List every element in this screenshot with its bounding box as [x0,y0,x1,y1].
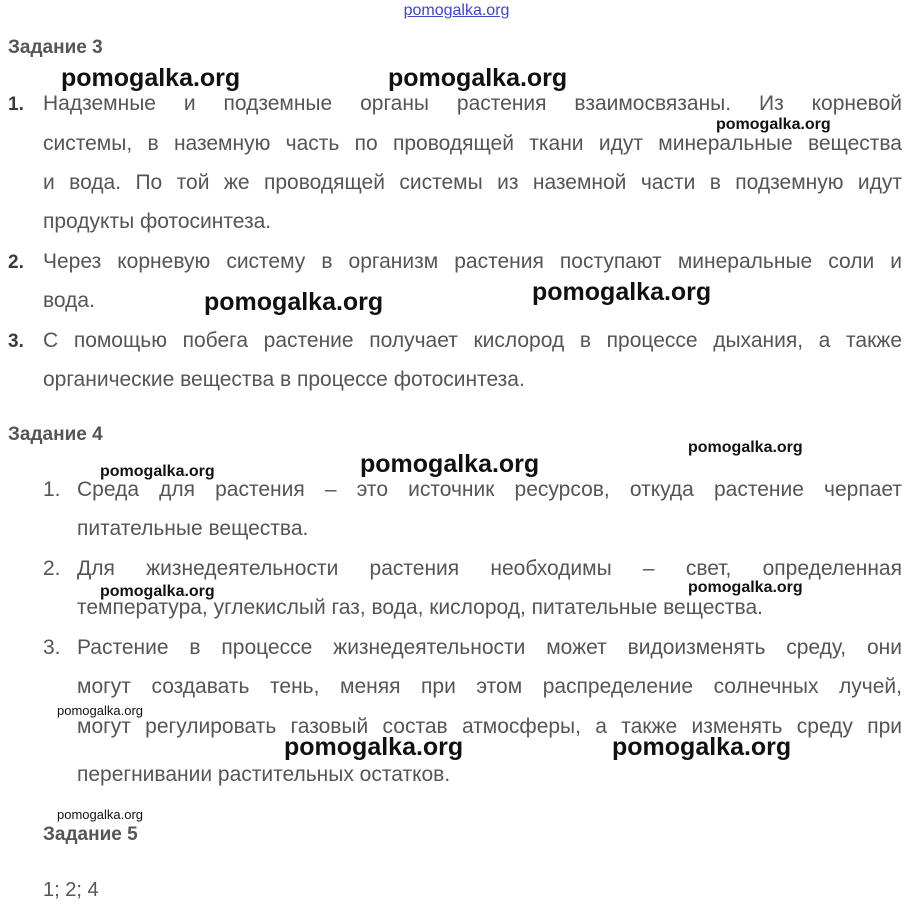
task-4-item-1-number: 1. [43,478,61,501]
task-3-item-3-line: С помощью побега растение получает кислород в процессе дыхания, а также [43,329,902,352]
task-4-item-1-line: Среда для растения – это источник ресурсов, откуда растение черпает [77,478,902,501]
task-4-item-2-line: Для жизнедеятельности растения необходимы – свет, определенная [77,557,902,580]
watermark: pomogalka.org [57,703,143,718]
task-3-item-2-line: Через корневую систему в организм растения поступают минеральные соли и [43,250,902,273]
watermark: pomogalka.org [57,807,143,822]
task-3-item-1-line: Надземные и подземные органы растения взаимосвязаны. Из корневой [43,92,902,115]
task-3-item-2-line: вода. [43,289,95,312]
task-3-item-1-line: системы, в наземную часть по проводящей ткани идут минеральные вещества [43,132,902,155]
task-3-item-3-line: органические вещества в процессе фотосинтеза. [43,368,525,391]
task-3-item-3-number: 3. [8,331,24,352]
task-4-item-3-line: перегнивании растительных остатков. [77,763,451,786]
task-3-heading: Задание 3 [8,37,103,58]
task-3-item-1-line: и вода. По той же проводящей системы из наземной части в подземную идут [43,171,902,194]
task-4-item-3-line: могут создавать тень, меняя при этом распределение солнечных лучей, [77,675,902,698]
task-4-heading: Задание 4 [8,424,103,445]
task-5-answer: 1; 2; 4 [43,879,99,901]
watermark: pomogalka.org [100,583,215,600]
task-3-item-1-number: 1. [8,94,24,115]
watermark: pomogalka.org [100,463,215,480]
watermark: pomogalka.org [716,116,831,133]
task-4-item-2-line: температура, углекислый газ, вода, кислород, питательные вещества. [77,596,763,619]
site-link[interactable]: pomogalka.org [403,2,510,19]
task-4-item-3-line: Растение в процессе жизнедеятельности может видоизменять среду, они [77,636,902,659]
task-4-item-3-line: могут регулировать газовый состав атмосферы, а также изменять среду при [77,715,902,738]
watermark: pomogalka.org [688,579,803,596]
watermark: pomogalka.org [360,450,540,478]
watermark: pomogalka.org [612,733,792,761]
watermark: pomogalka.org [388,64,568,92]
task-4-item-2-number: 2. [43,557,61,580]
task-3-item-1-line: продукты фотосинтеза. [43,210,272,233]
watermark: pomogalka.org [204,288,384,316]
task-5-heading: Задание 5 [43,824,138,845]
watermark: pomogalka.org [532,278,712,306]
watermark: pomogalka.org [688,439,803,456]
task-4-item-3-number: 3. [43,636,61,659]
watermark: pomogalka.org [61,64,241,92]
task-4-item-1-line: питательные вещества. [77,517,309,540]
watermark: pomogalka.org [284,733,464,761]
task-3-item-2-number: 2. [8,252,24,273]
